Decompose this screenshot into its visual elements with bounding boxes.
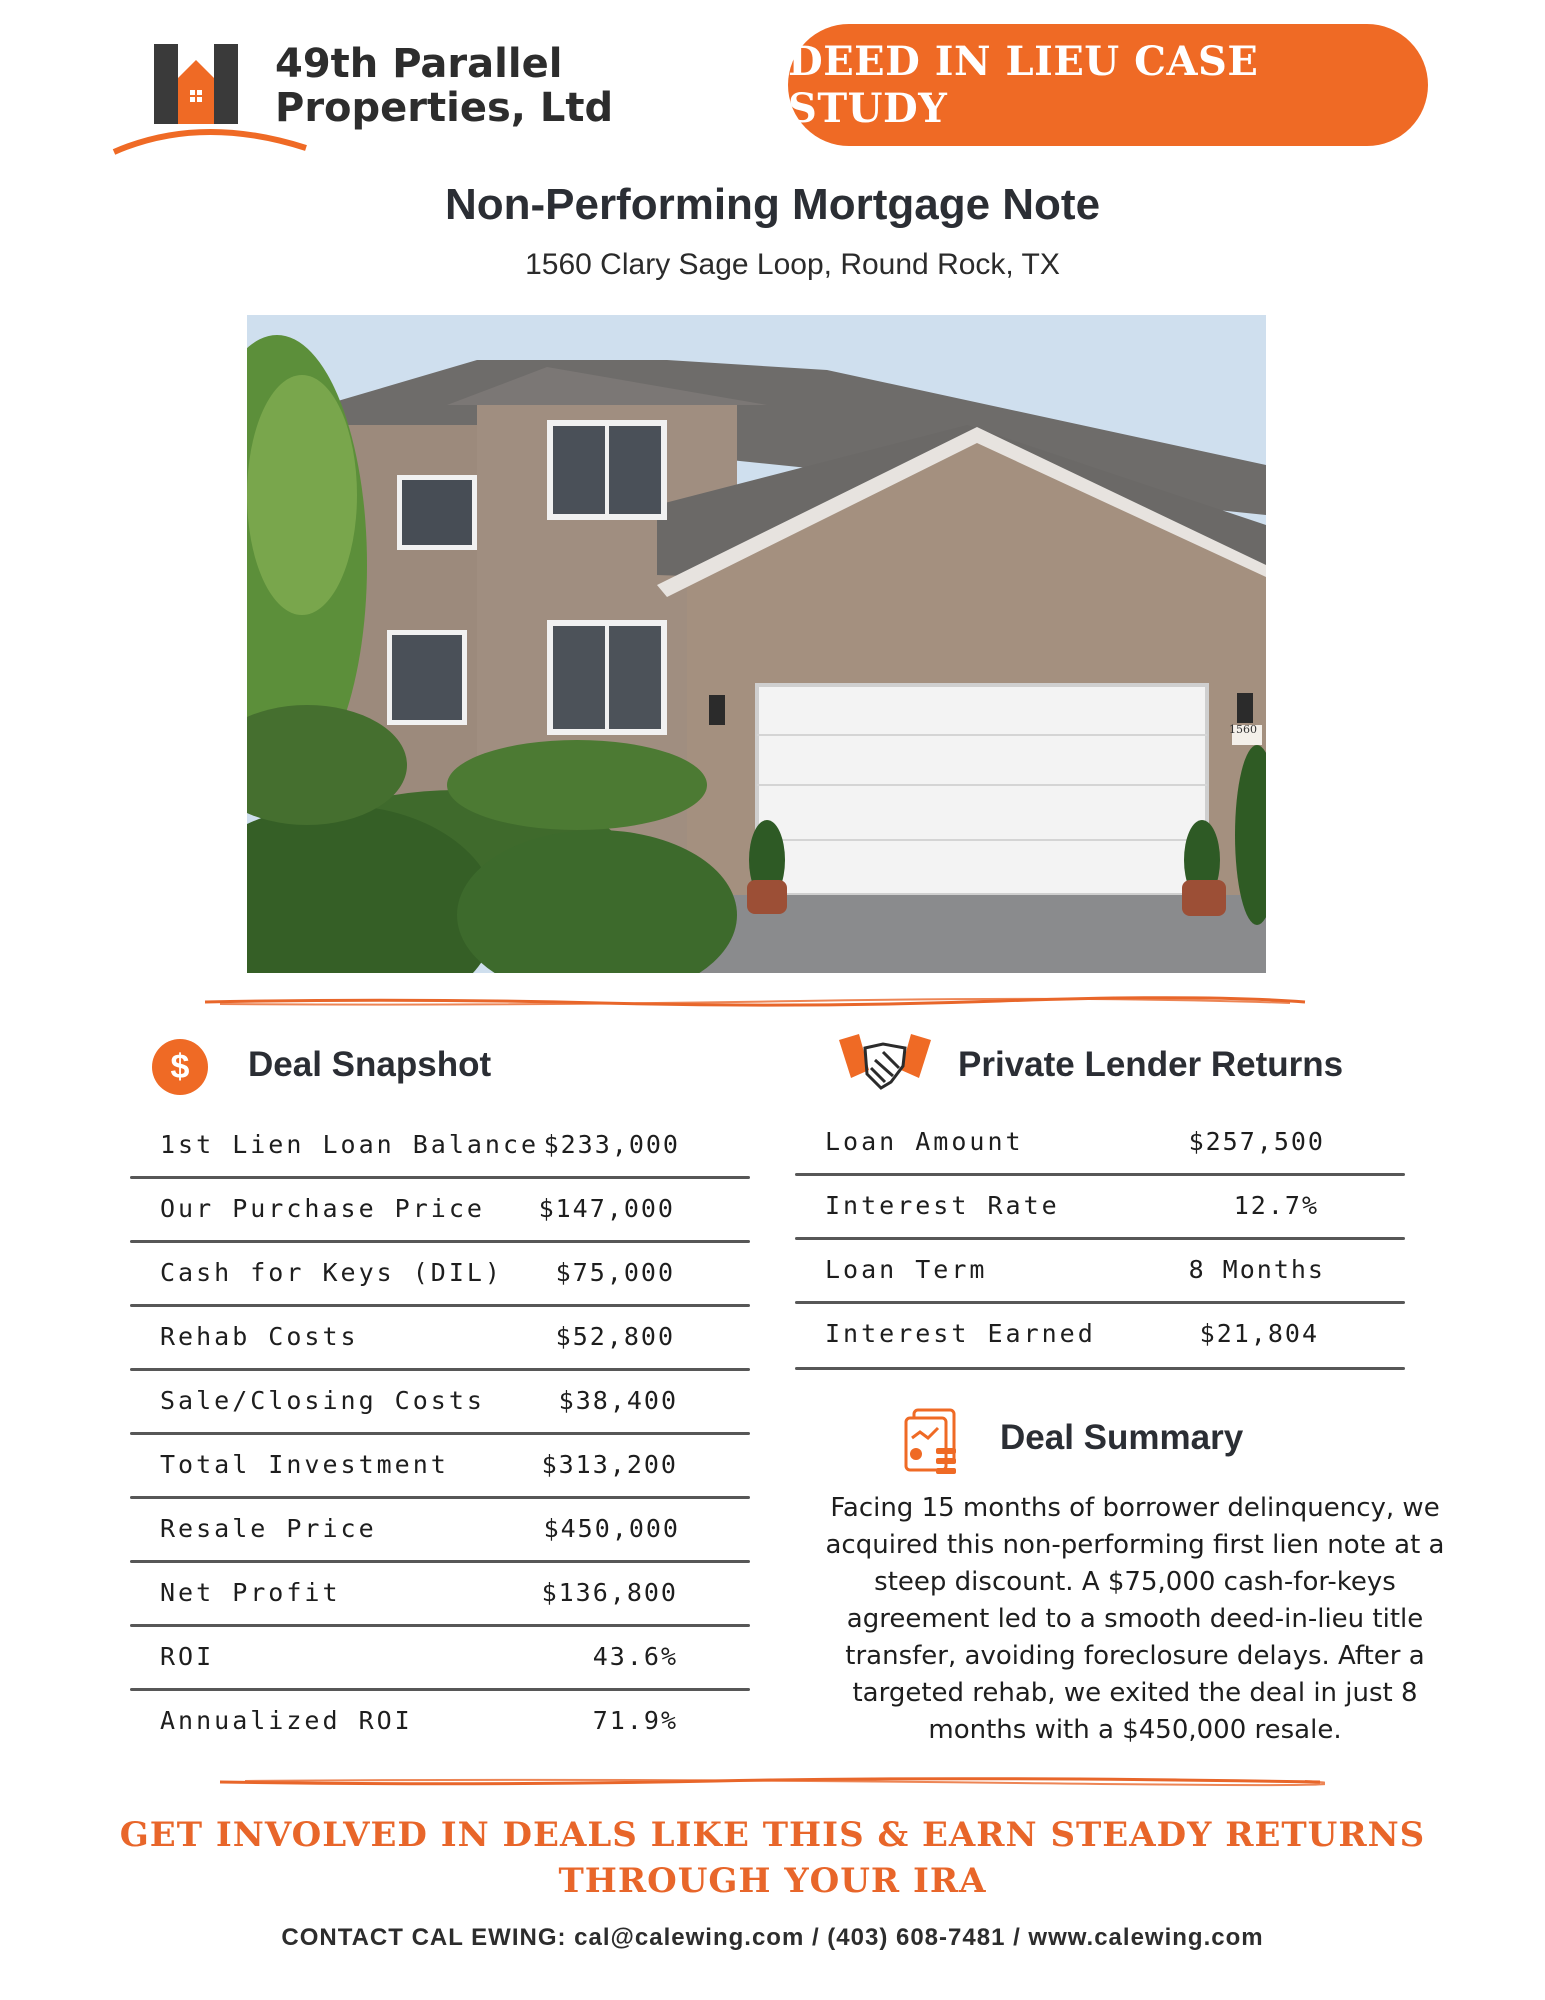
row-value: $450,000: [543, 1514, 680, 1543]
row-divider: [795, 1237, 1405, 1240]
row-value: $136,800: [541, 1578, 678, 1607]
row-divider: [795, 1301, 1405, 1304]
deal-summary-title: Deal Summary: [1000, 1418, 1244, 1457]
row-divider: [130, 1240, 750, 1243]
lender-returns-title: Private Lender Returns: [958, 1045, 1344, 1084]
row-divider: [130, 1560, 750, 1563]
row-value: $313,200: [541, 1450, 678, 1479]
divider-top: [200, 994, 1310, 1010]
row-divider: [795, 1367, 1405, 1370]
row-label: Annualized ROI: [160, 1706, 413, 1735]
cta-line2: THROUGH YOUR IRA: [558, 1861, 987, 1901]
row-label: Interest Earned: [825, 1319, 1096, 1348]
row-value: 8 Months: [1188, 1255, 1325, 1284]
row-value: 43.6%: [592, 1642, 678, 1671]
row-value: $52,800: [555, 1322, 675, 1351]
row-label: Cash for Keys (DIL): [160, 1258, 503, 1287]
row-value: $233,000: [543, 1130, 680, 1159]
house-number-plaque: 1560: [1229, 723, 1257, 736]
handshake-icon: [835, 1030, 935, 1100]
row-value: $257,500: [1188, 1127, 1325, 1156]
row-value: $21,804: [1199, 1319, 1319, 1348]
row-value: $147,000: [538, 1194, 675, 1223]
row-divider: [130, 1432, 750, 1435]
page-title: Non-Performing Mortgage Note: [444, 180, 1101, 229]
contact-info: CONTACT CAL EWING: cal@calewing.com / (403) 608-7481 / www.calewing.com: [281, 1924, 1264, 1951]
row-label: Loan Term: [825, 1255, 988, 1284]
row-value: $75,000: [555, 1258, 675, 1287]
row-label: ROI: [160, 1642, 215, 1671]
company-name-line2: Properties, Ltd: [275, 85, 614, 131]
row-label: Rehab Costs: [160, 1322, 359, 1351]
row-value: 71.9%: [592, 1706, 678, 1735]
row-divider: [130, 1496, 750, 1499]
company-name: [275, 42, 613, 130]
deal-summary-text: Facing 15 months of borrower delinquency, we acquired this non-performing first lien note at a steep discount. A $75,000 cash-for-keys agreement led to a smooth deed-in-lieu title transfer, avoiding foreclosure delays. After a targeted rehab, we exited the deal in just 8 months with a $450,000 resale.: [825, 1493, 1445, 1745]
cta-line1: GET INVOLVED IN DEALS LIKE THIS & EARN STEADY RETURNS: [119, 1815, 1426, 1855]
row-label: Sale/Closing Costs: [160, 1386, 485, 1415]
row-divider: [130, 1624, 750, 1627]
call-to-action: [0, 1812, 1545, 1904]
row-label: Interest Rate: [825, 1191, 1060, 1220]
row-label: Resale Price: [160, 1514, 377, 1543]
property-address: 1560 Clary Sage Loop, Round Rock, TX: [525, 248, 1060, 281]
row-divider: [130, 1688, 750, 1691]
row-value: 12.7%: [1233, 1191, 1319, 1220]
deal-snapshot-title: Deal Snapshot: [248, 1045, 492, 1084]
company-name-line1: 49th Parallel: [275, 41, 563, 87]
row-label: Total Investment: [160, 1450, 449, 1479]
row-label: Net Profit: [160, 1578, 341, 1607]
row-divider: [130, 1176, 750, 1179]
row-divider: [130, 1368, 750, 1371]
row-label: Loan Amount: [825, 1127, 1024, 1156]
case-study-badge: DEED IN LIEU CASE STUDY: [788, 24, 1428, 146]
dollar-icon: $: [152, 1039, 208, 1095]
row-label: 1st Lien Loan Balance: [160, 1130, 540, 1159]
row-label: Our Purchase Price: [160, 1194, 485, 1223]
row-value: $38,400: [558, 1386, 678, 1415]
report-icon: [900, 1408, 962, 1480]
divider-bottom: [215, 1774, 1325, 1790]
house-photo: [247, 315, 1266, 973]
row-divider: [130, 1304, 750, 1307]
row-divider: [795, 1173, 1405, 1176]
